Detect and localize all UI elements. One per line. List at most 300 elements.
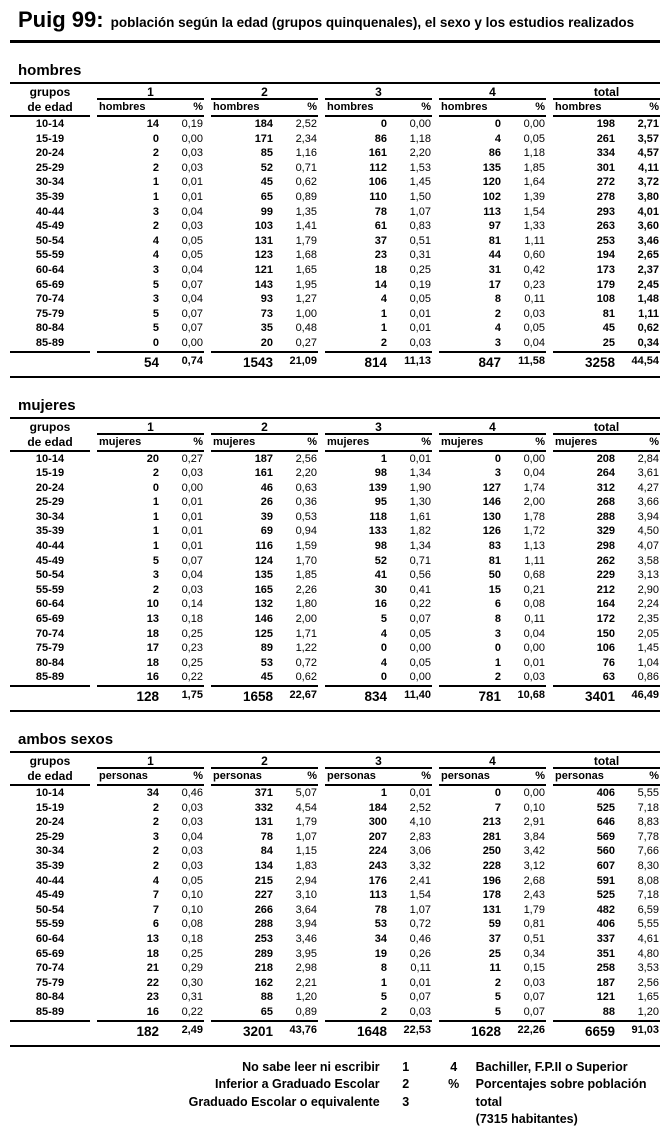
count-cell: 5 — [494, 1005, 502, 1018]
count-cell: 165 — [254, 583, 274, 596]
group-cell — [325, 641, 432, 656]
percent-cell: 0,04 — [523, 467, 545, 480]
separator-segment — [10, 1020, 90, 1023]
percent-cell: 0,62 — [295, 671, 317, 684]
count-cell: 113 — [369, 889, 388, 902]
total-percent-cell: 46,49 — [631, 689, 659, 701]
count-cell: 262 — [596, 554, 616, 567]
group-cell — [553, 844, 660, 859]
legend-label: No sabe leer ni escribir — [242, 1059, 380, 1074]
group-cell — [325, 117, 432, 132]
percent-cell: 0,01 — [409, 787, 431, 799]
percent-cell: 8,30 — [637, 859, 659, 872]
count-cell: 1 — [152, 176, 160, 189]
group-cell — [439, 947, 546, 962]
legend-code: 1 — [402, 1059, 410, 1074]
percent-cell: 0,03 — [181, 845, 203, 858]
percent-cell: 2,35 — [637, 613, 659, 626]
count-cell: 0 — [380, 118, 388, 130]
group-cell — [553, 830, 660, 845]
count-cell: 5 — [494, 991, 502, 1004]
age-cell: 35-39 — [35, 525, 65, 538]
group-cell — [439, 815, 546, 830]
percent-cell: 1,72 — [523, 525, 545, 538]
percent-cell: 0,31 — [181, 991, 203, 1004]
group-cell — [439, 336, 546, 351]
percent-cell: 0,89 — [295, 1005, 317, 1018]
group-cell — [439, 568, 546, 583]
percent-cell: 2,65 — [637, 249, 659, 262]
group-subheader — [97, 769, 204, 786]
group-cell — [97, 248, 204, 263]
percent-cell: 0,03 — [523, 307, 545, 320]
table-row — [10, 888, 660, 903]
count-cell: 121 — [596, 991, 616, 1004]
count-cell: 4 — [152, 234, 160, 247]
group-header: 4 — [439, 754, 546, 769]
group-cell — [439, 554, 546, 569]
percent-cell: 0,04 — [181, 569, 203, 582]
count-cell: 132 — [254, 598, 274, 611]
percent-cell: 1,18 — [523, 147, 545, 160]
group-header: total — [553, 85, 660, 100]
count-cell: 0 — [152, 481, 160, 494]
age-cell: 45-49 — [35, 220, 65, 233]
table-row — [10, 641, 660, 656]
total-count-cell: 1543 — [243, 354, 274, 370]
count-cell: 224 — [368, 845, 388, 858]
percent-cell: 7,18 — [637, 801, 659, 814]
group-header: 3 — [325, 85, 432, 100]
group-cell — [211, 205, 318, 220]
group-cell — [211, 830, 318, 845]
group-cell — [439, 830, 546, 845]
group-cell — [439, 117, 546, 132]
group-cell — [325, 263, 432, 278]
group-cell — [325, 670, 432, 685]
percent-cell: 3,42 — [523, 845, 545, 858]
group-cell — [211, 801, 318, 816]
percent-cell: 8,08 — [637, 874, 659, 887]
table-header-row-2 — [10, 100, 660, 117]
group-cell — [97, 336, 204, 351]
group-cell — [211, 656, 318, 671]
group-header: 4 — [439, 85, 546, 100]
count-cell: 6 — [494, 598, 502, 611]
percent-cell: 0,81 — [523, 918, 545, 931]
count-cell: 23 — [146, 991, 160, 1004]
table-row — [10, 263, 660, 278]
group-cell — [97, 568, 204, 583]
percent-cell: 0,60 — [523, 249, 545, 262]
separator-segment — [439, 351, 546, 354]
group-cell — [211, 976, 318, 991]
group-cell — [325, 161, 432, 176]
group-cell — [211, 539, 318, 554]
group-cell — [439, 874, 546, 889]
group-cell — [553, 554, 660, 569]
percent-cell: 1,79 — [295, 234, 317, 247]
table-row — [10, 554, 660, 569]
group-cell — [211, 961, 318, 976]
count-cell: 7 — [152, 903, 160, 916]
group-cell — [553, 117, 660, 132]
count-cell: 301 — [596, 161, 616, 174]
unit-header: mujeres — [213, 435, 256, 448]
count-cell: 289 — [254, 947, 274, 960]
age-cell: 10-14 — [35, 787, 65, 799]
group-cell — [325, 336, 432, 351]
group-cell — [553, 1005, 660, 1020]
count-cell: 0 — [494, 118, 502, 130]
count-cell: 253 — [254, 932, 274, 945]
table-section — [10, 397, 660, 713]
group-cell — [97, 627, 204, 642]
table-row — [10, 466, 660, 481]
unit-header: hombres — [213, 101, 260, 113]
count-cell: 20 — [146, 452, 160, 465]
table-row — [10, 656, 660, 671]
total-percent-cell: 1,75 — [181, 689, 203, 701]
percent-cell: 0,18 — [181, 932, 203, 945]
group-cell — [325, 1005, 432, 1020]
count-cell: 3 — [494, 627, 502, 640]
count-cell: 161 — [254, 467, 274, 480]
group-cell — [553, 539, 660, 554]
count-cell: 121 — [254, 263, 274, 276]
percent-cell: 0,05 — [523, 132, 545, 145]
count-cell: 39 — [260, 510, 274, 523]
group-cell — [553, 466, 660, 481]
group-cell — [97, 903, 204, 918]
count-cell: 59 — [488, 918, 502, 931]
totals-row — [10, 1023, 660, 1042]
table-row — [10, 597, 660, 612]
count-cell: 4 — [380, 656, 388, 669]
group-subheader — [439, 769, 546, 786]
group-cell — [439, 355, 546, 370]
count-cell: 18 — [146, 627, 160, 640]
percent-cell: 7,66 — [637, 845, 659, 858]
group-cell — [553, 510, 660, 525]
total-count-cell: 1658 — [243, 689, 274, 704]
group-cell — [325, 947, 432, 962]
group-cell — [211, 583, 318, 598]
count-cell: 113 — [483, 205, 502, 218]
group-cell — [553, 815, 660, 830]
age-cell: 55-59 — [35, 249, 65, 262]
percent-cell: 2,05 — [637, 627, 659, 640]
count-cell: 20 — [260, 336, 274, 349]
group-subheader — [553, 100, 660, 117]
group-cell — [211, 524, 318, 539]
percent-cell: 0,86 — [637, 671, 659, 684]
group-cell — [439, 612, 546, 627]
table-row — [10, 859, 660, 874]
table-row — [10, 976, 660, 991]
table-row — [10, 990, 660, 1005]
group-cell — [439, 321, 546, 336]
percent-header: % — [421, 770, 431, 782]
group-cell — [439, 219, 546, 234]
count-cell: 161 — [368, 147, 388, 160]
count-cell: 173 — [596, 263, 616, 276]
percent-cell: 1,61 — [409, 510, 431, 523]
count-cell: 46 — [260, 481, 274, 494]
percent-cell: 0,04 — [181, 263, 203, 276]
group-cell — [325, 219, 432, 234]
percent-cell: 0,07 — [181, 307, 203, 320]
percent-header: % — [535, 770, 545, 782]
group-cell — [325, 278, 432, 293]
legend-right-column — [432, 1059, 660, 1129]
group-cell — [97, 466, 204, 481]
table-header-row-1 — [10, 419, 660, 435]
group-cell — [439, 234, 546, 249]
group-cell — [553, 234, 660, 249]
percent-cell: 0,29 — [181, 962, 203, 975]
group-cell — [325, 481, 432, 496]
percent-cell: 0,07 — [523, 991, 545, 1004]
percent-header: % — [193, 435, 203, 448]
count-cell: 146 — [482, 496, 502, 509]
count-cell: 13 — [146, 613, 160, 626]
age-cell: 85-89 — [35, 336, 65, 349]
count-cell: 13 — [146, 932, 160, 945]
count-cell: 1 — [380, 976, 388, 989]
percent-cell: 1,11 — [524, 234, 545, 247]
percent-cell: 0,03 — [523, 976, 545, 989]
percent-header: % — [535, 101, 545, 113]
count-cell: 0 — [494, 787, 502, 799]
percent-cell: 1,74 — [523, 481, 545, 494]
percent-cell: 1,45 — [409, 176, 431, 189]
group-cell — [211, 1005, 318, 1020]
percent-cell: 1,35 — [295, 205, 317, 218]
count-cell: 334 — [596, 147, 616, 160]
group-cell — [439, 466, 546, 481]
total-count-cell: 3201 — [243, 1023, 274, 1039]
group-cell — [97, 656, 204, 671]
percent-cell: 0,00 — [409, 671, 431, 684]
group-cell — [97, 161, 204, 176]
count-cell: 17 — [488, 278, 502, 291]
count-cell: 84 — [260, 845, 274, 858]
percent-cell: 0,03 — [181, 816, 203, 829]
group-cell — [97, 612, 204, 627]
count-cell: 591 — [596, 874, 616, 887]
count-cell: 179 — [596, 278, 616, 291]
percent-cell: 5,55 — [637, 918, 659, 931]
group-subheader — [211, 769, 318, 786]
group-cell — [97, 278, 204, 293]
group-cell — [439, 1005, 546, 1020]
group-cell — [97, 641, 204, 656]
data-table — [10, 417, 660, 713]
percent-cell: 0,71 — [409, 554, 431, 567]
percent-cell: 2,21 — [295, 976, 317, 989]
total-count-cell: 3258 — [585, 354, 616, 370]
group-cell — [325, 815, 432, 830]
table-row — [10, 481, 660, 496]
percent-cell: 0,04 — [181, 205, 203, 218]
percent-cell: 0,07 — [409, 613, 431, 626]
count-cell: 1 — [494, 656, 502, 669]
table-row — [10, 903, 660, 918]
count-cell: 106 — [368, 176, 388, 189]
count-cell: 2 — [494, 671, 502, 684]
group-cell — [325, 583, 432, 598]
group-cell — [325, 568, 432, 583]
unit-header: mujeres — [441, 435, 484, 448]
total-count-cell: 847 — [478, 354, 502, 370]
group-cell — [553, 641, 660, 656]
table-row — [10, 161, 660, 176]
percent-cell: 0,25 — [181, 656, 203, 669]
count-cell: 34 — [146, 787, 160, 799]
count-cell: 78 — [374, 205, 388, 218]
group-cell — [553, 859, 660, 874]
count-cell: 2 — [152, 801, 160, 814]
group-cell — [439, 990, 546, 1005]
percent-cell: 1,79 — [523, 903, 545, 916]
legend-item — [432, 1111, 660, 1129]
count-cell: 120 — [482, 176, 502, 189]
group-cell — [325, 990, 432, 1005]
age-cell: 50-54 — [35, 903, 65, 916]
percent-cell: 0,05 — [181, 234, 203, 247]
age-cell: 75-79 — [35, 642, 65, 655]
count-cell: 272 — [596, 176, 616, 189]
percent-cell: 0,00 — [409, 118, 431, 130]
table-row — [10, 932, 660, 947]
group-subheader — [553, 435, 660, 452]
group-cell — [553, 627, 660, 642]
count-cell: 228 — [482, 859, 502, 872]
percent-cell: 0,01 — [523, 656, 545, 669]
group-cell — [211, 903, 318, 918]
group-cell — [553, 597, 660, 612]
separator-segment — [439, 685, 546, 688]
count-cell: 139 — [368, 481, 388, 494]
group-cell — [439, 481, 546, 496]
count-cell: 3 — [152, 263, 160, 276]
group-cell — [97, 146, 204, 161]
table-row — [10, 234, 660, 249]
count-cell: 2 — [152, 147, 160, 160]
count-cell: 0 — [494, 452, 502, 465]
legend-label: Inferior a Graduado Escolar — [215, 1077, 380, 1091]
age-cell: 30-34 — [35, 845, 65, 858]
group-cell — [97, 830, 204, 845]
table-section — [10, 62, 660, 378]
percent-cell: 2,83 — [409, 830, 431, 843]
percent-cell: 0,83 — [409, 220, 431, 233]
group-cell — [97, 990, 204, 1005]
group-header: 2 — [211, 420, 318, 435]
percent-cell: 1,39 — [523, 190, 545, 203]
table-row — [10, 117, 660, 132]
count-cell: 15 — [488, 583, 502, 596]
group-cell — [439, 844, 546, 859]
total-percent-cell: 0,74 — [181, 354, 203, 367]
group-cell — [553, 336, 660, 351]
percent-cell: 0,26 — [409, 947, 431, 960]
group-cell — [97, 524, 204, 539]
group-subheader — [325, 100, 432, 117]
percent-cell: 4,11 — [638, 161, 659, 174]
age-cell: 50-54 — [35, 234, 65, 247]
group-header: 1 — [97, 85, 204, 100]
count-cell: 112 — [369, 161, 388, 174]
group-cell — [553, 263, 660, 278]
group-cell — [97, 452, 204, 467]
age-cell: 55-59 — [35, 583, 65, 596]
total-percent-cell: 21,09 — [289, 354, 317, 367]
count-cell: 126 — [482, 525, 502, 538]
count-cell: 143 — [254, 278, 274, 291]
group-header: total — [553, 420, 660, 435]
group-cell — [325, 888, 432, 903]
age-column-header: de edad — [10, 435, 90, 452]
count-cell: 278 — [596, 190, 616, 203]
count-cell: 8 — [494, 613, 502, 626]
group-cell — [439, 786, 546, 801]
percent-cell: 0,72 — [295, 656, 317, 669]
separator-segment — [211, 351, 318, 354]
percent-cell: 0,56 — [409, 569, 431, 582]
separator-segment — [553, 351, 660, 354]
unit-header: hombres — [441, 101, 488, 113]
group-cell — [553, 917, 660, 932]
group-cell — [97, 815, 204, 830]
count-cell: 332 — [254, 801, 274, 814]
age-column-header: grupos — [29, 85, 71, 99]
count-cell: 288 — [596, 510, 616, 523]
age-cell: 70-74 — [35, 962, 65, 975]
group-cell — [97, 117, 204, 132]
percent-cell: 2,00 — [523, 496, 545, 509]
count-cell: 131 — [482, 903, 502, 916]
count-cell: 2 — [152, 583, 160, 596]
group-cell — [325, 1024, 432, 1039]
age-cell: 20-24 — [35, 816, 65, 829]
percent-cell: 2,56 — [295, 452, 317, 465]
group-cell — [439, 263, 546, 278]
age-cell: 25-29 — [35, 496, 65, 509]
group-cell — [439, 452, 546, 467]
percent-cell: 1,78 — [523, 510, 545, 523]
group-cell — [325, 510, 432, 525]
unit-header: mujeres — [99, 435, 142, 448]
count-cell: 0 — [152, 336, 160, 349]
total-count-cell: 1628 — [471, 1023, 502, 1039]
count-cell: 106 — [596, 642, 616, 655]
percent-cell: 0,48 — [295, 322, 317, 335]
percent-cell: 0,71 — [295, 161, 317, 174]
age-cell: 35-39 — [35, 859, 65, 872]
tables-container — [10, 62, 660, 1047]
percent-cell: 4,10 — [409, 816, 431, 829]
percent-cell: 0,07 — [181, 322, 203, 335]
group-cell — [439, 859, 546, 874]
percent-cell: 0,03 — [409, 336, 431, 349]
total-percent-cell: 22,53 — [403, 1023, 431, 1036]
total-percent-cell: 22,26 — [517, 1023, 545, 1036]
table-row — [10, 1005, 660, 1020]
percent-cell: 0,01 — [409, 307, 431, 320]
group-header: 2 — [211, 85, 318, 100]
